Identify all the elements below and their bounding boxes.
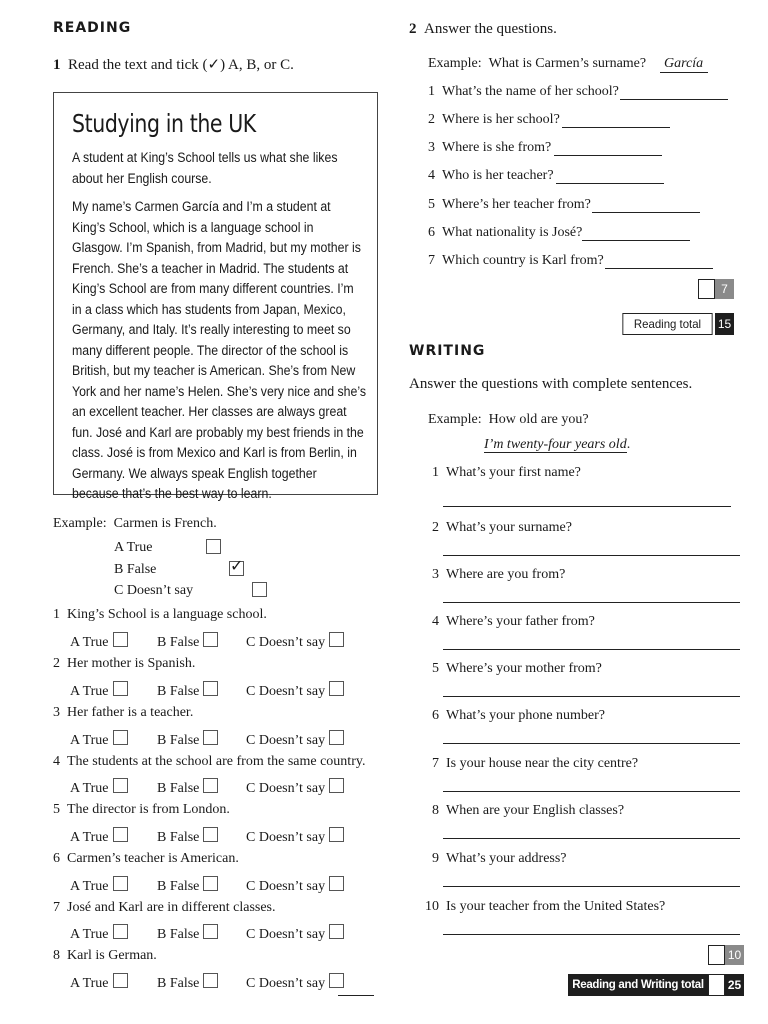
option-a: A True <box>70 924 128 943</box>
q1-number: 1 <box>53 57 61 73</box>
list-item: 3 Where is she from? <box>428 140 552 155</box>
answer-line[interactable] <box>443 506 731 507</box>
list-item: 1 What’s the name of her school? <box>428 84 619 99</box>
option-a: A True <box>70 876 128 895</box>
list-item: 1 King’s School is a language school. <box>53 607 267 622</box>
writing-title: Answer the questions with complete sentences. <box>409 376 693 392</box>
list-item: 5 The director is from London. <box>53 802 230 817</box>
option-b: B False <box>157 827 218 846</box>
option-c: C Doesn’t say <box>246 973 344 992</box>
option-c: C Doesn’t say <box>246 778 344 797</box>
checkbox[interactable] <box>203 876 218 891</box>
option-a: A True <box>70 973 128 992</box>
answer-line[interactable] <box>443 649 740 650</box>
option-b: B False <box>157 778 218 797</box>
answer-line[interactable] <box>554 155 662 156</box>
option-c: C Doesn’t say <box>246 632 344 651</box>
checkbox[interactable] <box>329 973 344 988</box>
writing-score-input[interactable] <box>708 945 725 965</box>
option-b: B False <box>157 681 218 700</box>
checkbox[interactable] <box>113 973 128 988</box>
list-item: 8 Karl is German. <box>53 948 157 963</box>
checkbox[interactable] <box>203 681 218 696</box>
checkbox[interactable] <box>113 778 128 793</box>
writing-heading: WRITING <box>409 343 486 359</box>
checkbox[interactable] <box>329 778 344 793</box>
example-checkbox-c[interactable] <box>252 582 267 597</box>
list-item: 8 When are your English classes? <box>432 803 625 818</box>
list-item: 9 What’s your address? <box>432 851 567 866</box>
answer-line[interactable] <box>605 268 713 269</box>
answer-line[interactable] <box>443 791 740 792</box>
total-score-input[interactable] <box>708 974 725 996</box>
list-item: 1 What’s your first name? <box>432 465 581 480</box>
reading-heading: READING <box>53 20 132 36</box>
divider <box>338 995 374 996</box>
answer-line[interactable] <box>556 183 664 184</box>
checkbox[interactable] <box>329 876 344 891</box>
answer-line[interactable] <box>443 934 740 935</box>
option-a: A True <box>70 681 128 700</box>
answer-line[interactable] <box>592 212 700 213</box>
checkbox[interactable] <box>329 681 344 696</box>
checkbox[interactable] <box>329 827 344 842</box>
list-item: 3 Her father is a teacher. <box>53 705 194 720</box>
checkbox[interactable] <box>203 730 218 745</box>
list-item: 7 José and Karl are in different classes. <box>53 900 276 915</box>
answer-line[interactable] <box>443 886 740 887</box>
reading-text-title: Studying in the UK <box>72 109 256 138</box>
tick-icon: ✓ <box>230 556 244 575</box>
option-b: B False <box>157 973 218 992</box>
list-item: 4 Who is her teacher? <box>428 168 554 183</box>
writing-score-max: 10 <box>725 945 744 965</box>
answer-line[interactable] <box>620 99 728 100</box>
option-c: C Doesn’t say <box>246 730 344 749</box>
q1-title-text: Read the text and tick (✓) A, B, or C. <box>68 57 294 73</box>
option-a: A True <box>70 730 128 749</box>
reading-text-box <box>53 92 378 501</box>
q2-score-max: 7 <box>715 279 734 299</box>
answer-line[interactable] <box>443 838 740 839</box>
example-checkbox-a[interactable] <box>206 539 221 554</box>
option-b: B False <box>157 924 218 943</box>
q1-title <box>53 55 294 74</box>
checkbox[interactable] <box>329 924 344 939</box>
option-c: C Doesn’t say <box>246 924 344 943</box>
option-a: A True <box>70 632 128 651</box>
option-b: B False <box>157 632 218 651</box>
list-item: 10 Is your teacher from the United States? <box>425 899 666 914</box>
reading-text-intro: A student at King’s School tells us what she likes about her English course. <box>72 150 338 186</box>
writing-example-answer: I’m twenty-four years old. <box>484 437 631 452</box>
option-b: B False <box>157 730 218 749</box>
list-item: 5 Where’s your mother from? <box>432 661 602 676</box>
reading-writing-total-label: Reading and Writing total <box>568 974 708 996</box>
answer-line[interactable] <box>562 127 670 128</box>
checkbox[interactable] <box>113 632 128 647</box>
reading-total-score: 15 <box>715 313 734 335</box>
option-c: C Doesn’t say <box>246 681 344 700</box>
example-option-a: A True <box>114 540 153 555</box>
checkbox[interactable] <box>329 632 344 647</box>
list-item: 3 Where are you from? <box>432 567 566 582</box>
list-item: 6 What’s your phone number? <box>432 708 606 723</box>
reading-total-label: Reading total <box>622 313 712 335</box>
checkbox[interactable] <box>203 973 218 988</box>
checkbox[interactable] <box>113 730 128 745</box>
answer-line[interactable] <box>443 743 740 744</box>
reading-text-body: My name’s Carmen García and I’m a student at King’s School, which is a language school in Glasgow. I’m Spanish, from Madrid, but my mother is French. She’s a teacher in Madrid. The students at King’s School are from many different countries. I’m in a class which has students from Japan, Mexico, Germany, and Italy. It’s really interesting to meet so many different people. The director of the school is British, but my teacher is American. She’s from New York and her name’s Helen. She’s very nice and she’s an excellent teacher. Her classes are always great fun. José and Karl are probably my best friends in the class. José is from Mexico and Karl is from Berlin, in Germany. We always speak English together because that’s the best way to learn. <box>72 199 367 501</box>
list-item: 6 Carmen’s teacher is American. <box>53 851 239 866</box>
option-a: A True <box>70 778 128 797</box>
checkbox[interactable] <box>203 827 218 842</box>
checkbox[interactable] <box>329 730 344 745</box>
option-b: B False <box>157 876 218 895</box>
checkbox[interactable] <box>203 924 218 939</box>
list-item: 2 Her mother is Spanish. <box>53 656 196 671</box>
example-statement: Example: Carmen is French. <box>53 516 217 531</box>
checkbox[interactable] <box>203 632 218 647</box>
option-a: A True <box>70 827 128 846</box>
writing-example: Example: How old are you? <box>428 412 589 427</box>
answer-line[interactable] <box>582 240 690 241</box>
checkbox[interactable] <box>203 778 218 793</box>
list-item: 4 The students at the school are from the same country. <box>53 754 366 769</box>
list-item: 5 Where’s her teacher from? <box>428 197 591 212</box>
reading-writing-total-score: 25 <box>725 974 744 996</box>
checkbox[interactable] <box>113 681 128 696</box>
list-item: 2 What’s your surname? <box>432 520 572 535</box>
option-c: C Doesn’t say <box>246 876 344 895</box>
list-item: 4 Where’s your father from? <box>432 614 595 629</box>
answer-line[interactable] <box>443 696 740 697</box>
q2-example-answer: García <box>660 56 708 73</box>
list-item: 6 What nationality is José? <box>428 225 583 240</box>
checkbox[interactable] <box>113 924 128 939</box>
answer-line[interactable] <box>443 555 740 556</box>
option-c: C Doesn’t say <box>246 827 344 846</box>
example-option-b: B False <box>114 562 157 577</box>
answer-line[interactable] <box>443 602 740 603</box>
list-item: 7 Is your house near the city centre? <box>432 756 639 771</box>
q2-score-input[interactable] <box>698 279 715 299</box>
checkbox[interactable] <box>113 827 128 842</box>
list-item: 7 Which country is Karl from? <box>428 253 604 268</box>
q2-title: 2 Answer the questions. <box>409 21 557 37</box>
q2-example: Example: What is Carmen’s surname? García <box>428 56 708 73</box>
list-item: 2 Where is her school? <box>428 112 560 127</box>
example-option-c: C Doesn’t say <box>114 583 194 598</box>
checkbox[interactable] <box>113 876 128 891</box>
example-checkbox-b[interactable] <box>229 556 244 576</box>
